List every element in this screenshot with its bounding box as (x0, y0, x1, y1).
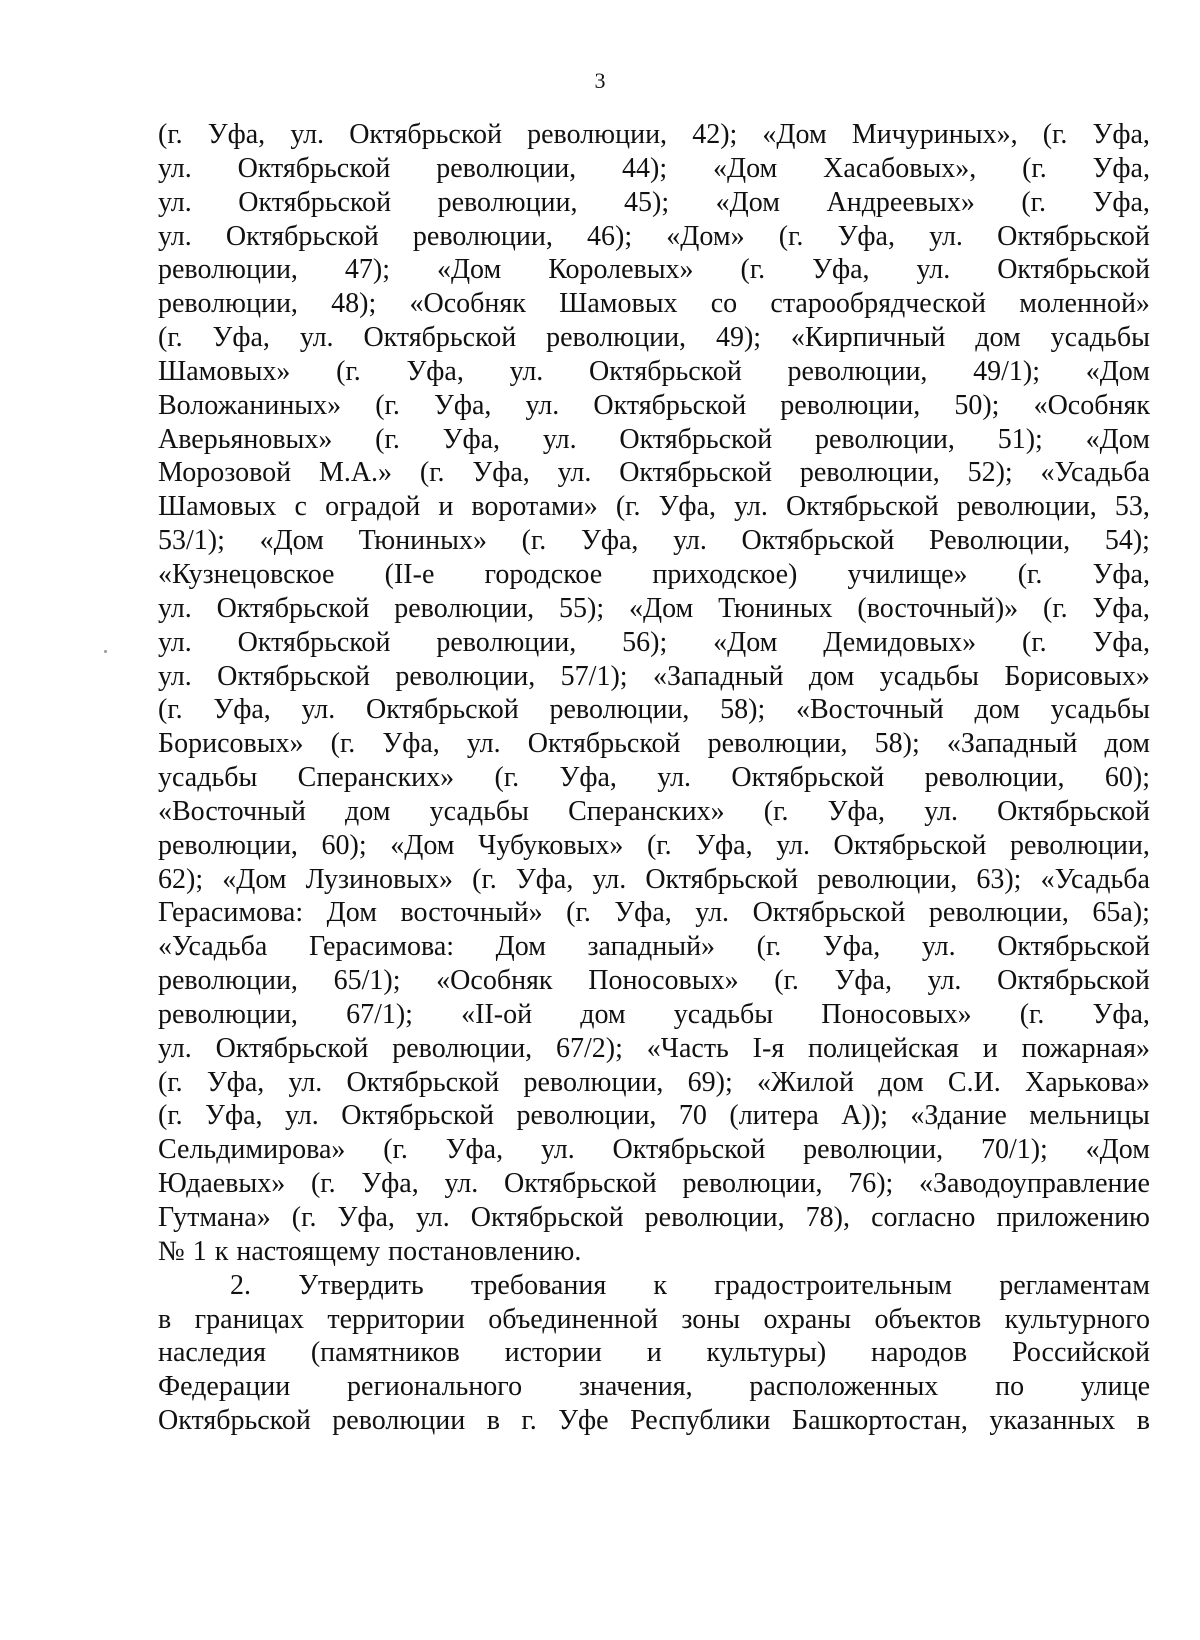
text-line: революции, 67/1); «II-ой дом усадьбы Поносовых» (г. Уфа, (158, 998, 1150, 1030)
text-line: (г. Уфа, ул. Октябрьской революции, 70 (литера А)); «Здание мельницы (158, 1100, 1150, 1132)
text-line: Борисовых» (г. Уфа, ул. Октябрьской революции, 58); «Западный дом (158, 728, 1150, 760)
text-line: Аверьяновых» (г. Уфа, ул. Октябрьской революции, 51); «Дом (158, 423, 1150, 455)
text-line: наследия (памятников истории и культуры) народов Российской (158, 1337, 1150, 1369)
text-line: Шамовых» (г. Уфа, ул. Октябрьской революции, 49/1); «Дом (158, 355, 1150, 387)
text-line: (г. Уфа, ул. Октябрьской революции, 42); «Дом Мичуриных», (г. Уфа, (158, 119, 1150, 150)
text-line: ул. Октябрьской революции, 67/2); «Часть I-я полицейская и пожарная» (158, 1032, 1150, 1064)
text-line: ул. Октябрьской революции, 55); «Дом Тюниных (восточный)» (г. Уфа, (158, 592, 1150, 624)
scan-mark (104, 650, 107, 653)
text-line: 62); «Дом Лузиновых» (г. Уфа, ул. Октябрьской революции, 63); «Усадьба (158, 863, 1150, 895)
text-line: ул. Октябрьской революции, 44); «Дом Хасабовых», (г. Уфа, (158, 152, 1150, 184)
text-line: ул. Октябрьской революции, 46); «Дом» (г. Уфа, ул. Октябрьской (158, 220, 1150, 252)
text-line: революции, 65/1); «Особняк Поносовых» (г. Уфа, ул. Октябрьской (158, 965, 1150, 997)
page-number: 3 (594, 68, 606, 93)
text-line: Воложаниных» (г. Уфа, ул. Октябрьской революции, 50); «Особняк (158, 389, 1150, 421)
text-line: № 1 к настоящему постановлению. (158, 1235, 582, 1267)
text-line: ул. Октябрьской революции, 56); «Дом Демидовых» (г. Уфа, (158, 626, 1150, 658)
body-text (158, 118, 1150, 1438)
text-line: Шамовых с оградой и воротами» (г. Уфа, ул. Октябрьской революции, 53, (158, 491, 1150, 523)
text-line: «Кузнецовское (II-е городское приходское) училище» (г. Уфа, (158, 558, 1150, 590)
text-line: революции, 48); «Особняк Шамовых со старообрядческой моленной» (158, 288, 1150, 320)
text-line: «Усадьба Герасимова: Дом западный» (г. Уфа, ул. Октябрьской (158, 931, 1150, 963)
text-line: Морозовой М.А.» (г. Уфа, ул. Октябрьской революции, 52); «Усадьба (158, 457, 1150, 489)
text-line: Юдаевых» (г. Уфа, ул. Октябрьской революции, 76); «Заводоуправление (158, 1168, 1150, 1200)
text-line: ул. Октябрьской революции, 57/1); «Западный дом усадьбы Борисовых» (158, 660, 1150, 692)
text-line: «Восточный дом усадьбы Сперанских» (г. Уфа, ул. Октябрьской (158, 795, 1150, 827)
text-line: усадьбы Сперанских» (г. Уфа, ул. Октябрьской революции, 60); (158, 762, 1150, 794)
text-line: Гутмана» (г. Уфа, ул. Октябрьской революции, 78), согласно приложению (158, 1202, 1150, 1233)
text-line: в границах территории объединенной зоны охраны объектов культурного (158, 1303, 1150, 1335)
text-line: Герасимова: Дом восточный» (г. Уфа, ул. Октябрьской революции, 65а); (158, 897, 1150, 929)
text-line: революции, 47); «Дом Королевых» (г. Уфа, ул. Октябрьской (158, 254, 1150, 286)
text-line: Сельдимирова» (г. Уфа, ул. Октябрьской революции, 70/1); «Дом (158, 1134, 1150, 1166)
text-line: (г. Уфа, ул. Октябрьской революции, 69); «Жилой дом С.И. Харькова» (158, 1066, 1150, 1098)
text-line: 53/1); «Дом Тюниных» (г. Уфа, ул. Октябрьской Революции, 54); (158, 525, 1150, 557)
text-line: революции, 60); «Дом Чубуковых» (г. Уфа, ул. Октябрьской революции, (158, 829, 1150, 861)
text-line: Октябрьской революции в г. Уфе Республики Башкортостан, указанных в (158, 1405, 1150, 1437)
text-line: Федерации регионального значения, расположенных по улице (158, 1371, 1150, 1403)
text-line: ул. Октябрьской революции, 45); «Дом Андреевых» (г. Уфа, (158, 186, 1150, 218)
text-line: 2. Утвердить требования к градостроительным регламентам (230, 1269, 1150, 1301)
text-line: (г. Уфа, ул. Октябрьской революции, 58); «Восточный дом усадьбы (158, 694, 1150, 726)
text-line: (г. Уфа, ул. Октябрьской революции, 49); «Кирпичный дом усадьбы (158, 322, 1150, 354)
